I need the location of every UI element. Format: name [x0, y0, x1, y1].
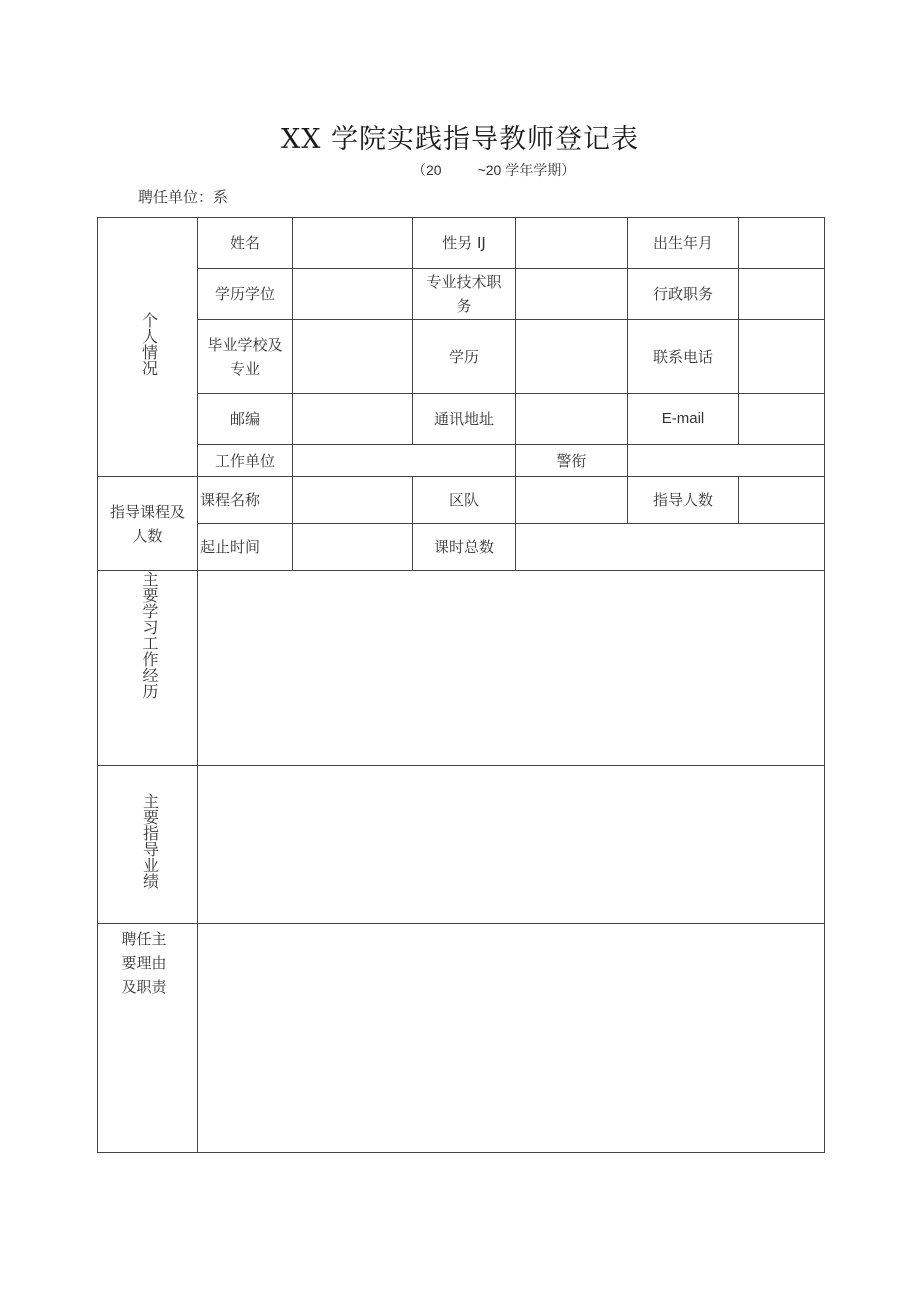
- experience-label: 主要学习工作经历: [98, 571, 198, 766]
- birth-label: 出生年月: [628, 218, 739, 269]
- email-label: E-mail: [628, 394, 739, 445]
- course-name-field[interactable]: [293, 477, 413, 524]
- experience-field[interactable]: [198, 571, 825, 766]
- student-count-field[interactable]: [739, 477, 825, 524]
- personal-section-label: 个人情况: [98, 218, 198, 477]
- degree-field[interactable]: [293, 269, 413, 320]
- name-label: 姓名: [198, 218, 293, 269]
- team-label: 区队: [413, 477, 516, 524]
- total-hours-label: 课时总数: [413, 524, 516, 571]
- address-label: 通讯地址: [413, 394, 516, 445]
- school-major-field[interactable]: [293, 320, 413, 394]
- name-field[interactable]: [293, 218, 413, 269]
- reason-label: 聘任主要理由及职责: [98, 924, 198, 1153]
- registration-table: [97, 217, 825, 1153]
- workplace-field[interactable]: [293, 445, 516, 477]
- birth-field[interactable]: [739, 218, 825, 269]
- school-major-label: 毕业学校及专业: [198, 320, 293, 394]
- workplace-label: 工作单位: [198, 445, 293, 477]
- course-section-label: 指导课程及人数: [98, 477, 198, 571]
- period-label: 起止时间: [198, 524, 293, 571]
- rank-label: 警衔: [516, 445, 628, 477]
- hiring-unit-label: 聘任单位：系: [138, 188, 229, 206]
- degree-label: 学历学位: [198, 269, 293, 320]
- course-name-label: 课程名称: [198, 477, 293, 524]
- admin-post-label: 行政职务: [628, 269, 739, 320]
- achievements-label: 主要指导业绩: [98, 766, 198, 924]
- total-hours-field[interactable]: [516, 524, 825, 571]
- phone-label: 联系电话: [628, 320, 739, 394]
- admin-post-field[interactable]: [739, 269, 825, 320]
- title-field[interactable]: [516, 269, 628, 320]
- reason-field[interactable]: [198, 924, 825, 1153]
- postcode-field[interactable]: [293, 394, 413, 445]
- rank-field[interactable]: [628, 445, 825, 477]
- education-label: 学历: [413, 320, 516, 394]
- period-field[interactable]: [293, 524, 413, 571]
- phone-field[interactable]: [739, 320, 825, 394]
- team-field[interactable]: [516, 477, 628, 524]
- academic-year-start: （20: [412, 162, 442, 178]
- postcode-label: 邮编: [198, 394, 293, 445]
- student-count-label: 指导人数: [628, 477, 739, 524]
- gender-field[interactable]: [516, 218, 628, 269]
- academic-year-line: [412, 160, 575, 180]
- email-field[interactable]: [739, 394, 825, 445]
- academic-year-end: ~20 学年学期）: [477, 162, 576, 178]
- address-field[interactable]: [516, 394, 628, 445]
- achievements-field[interactable]: [198, 766, 825, 924]
- gender-label: 性另 IJ: [413, 218, 516, 269]
- form-title: XX 学院实践指导教师登记表: [280, 124, 640, 155]
- education-field[interactable]: [516, 320, 628, 394]
- title-label: 专业技术职务: [413, 269, 516, 320]
